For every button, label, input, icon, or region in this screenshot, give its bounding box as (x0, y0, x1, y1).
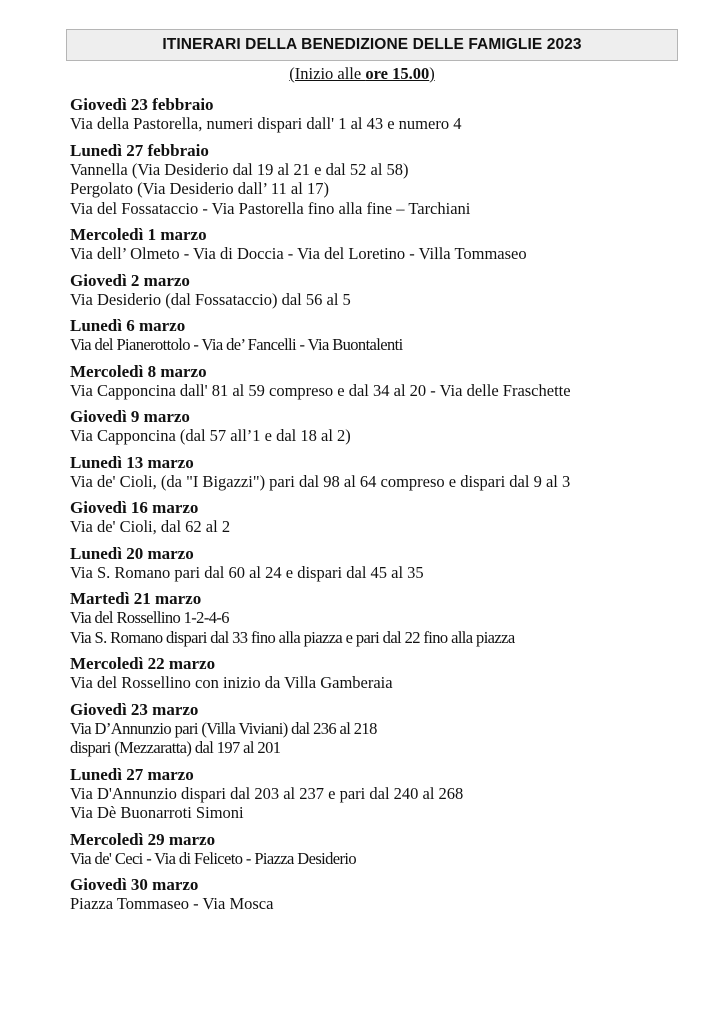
entry-date: Lunedì 20 marzo (70, 543, 194, 563)
start-time-value: ore 15.00 (365, 64, 430, 83)
entry-route: Via della Pastorella, numeri dispari dall' 1 al 43 e numero 4 (70, 114, 462, 133)
entry-date: Giovedì 16 marzo (70, 498, 199, 517)
itinerary-entry (70, 271, 710, 310)
entry-date: Giovedì 2 marzo (70, 270, 190, 290)
entry-route: Via de' Ceci - Via di Feliceto - Piazza Desiderio (70, 848, 357, 868)
itinerary-entry (70, 316, 710, 355)
entry-date: Mercoledì 29 marzo (70, 829, 216, 849)
entry-route: Via del Rossellino 1-2-4-6 (70, 608, 229, 627)
entry-route: Via del Rossellino con inizio da Villa Gamberaia (70, 673, 393, 692)
start-time-note (0, 64, 724, 84)
entry-date: Lunedì 13 marzo (70, 452, 194, 472)
itinerary-entry (70, 700, 710, 758)
entry-date: Martedì 21 marzo (70, 589, 202, 608)
entry-route: Via S. Romano dispari dal 33 fino alla piazza e pari dal 22 fino alla piazza (70, 627, 515, 647)
entry-route: Via S. Romano pari dal 60 al 24 e dispari dal 45 al 35 (70, 562, 424, 582)
entry-route: Pergolato (Via Desiderio dall’ 11 al 17) (70, 179, 329, 198)
entry-date: Giovedì 23 marzo (70, 699, 199, 719)
document-title-box (66, 29, 678, 61)
start-time-suffix: ) (429, 64, 435, 83)
entry-route: Via Dè Buonarroti Simoni (70, 803, 244, 822)
entry-route: Via del Pianerottolo - Via de’ Fancelli - Via Buontalenti (70, 335, 403, 354)
start-time-prefix: (Inizio alle (289, 64, 366, 83)
entry-route: Vannella (Via Desiderio dal 19 al 21 e dal 52 al 58) (70, 159, 409, 179)
entry-date: Mercoledì 1 marzo (70, 225, 207, 244)
itinerary-entry (70, 141, 710, 219)
entry-date: Mercoledì 8 marzo (70, 361, 207, 381)
entry-date: Giovedì 23 febbraio (70, 95, 214, 114)
entry-date: Lunedì 27 marzo (70, 764, 194, 784)
entry-route: Piazza Tommaseo - Via Mosca (70, 894, 274, 913)
itinerary-entry (70, 225, 710, 264)
entry-route: Via D’Annunzio pari (Villa Viviani) dal 236 al 218 (70, 718, 377, 738)
entry-date: Giovedì 9 marzo (70, 407, 190, 426)
itinerary-entry (70, 875, 710, 914)
entry-date: Lunedì 6 marzo (70, 316, 186, 335)
entry-route: Via Desiderio (dal Fossataccio) dal 56 al 5 (70, 289, 351, 309)
entry-route: Via dell’ Olmeto - Via di Doccia - Via del Loretino - Villa Tommaseo (70, 244, 527, 263)
itinerary-entry (70, 498, 710, 537)
itinerary-entry (70, 765, 710, 823)
itinerary-entry (70, 544, 710, 583)
document-title: ITINERARI DELLA BENEDIZIONE DELLE FAMIGLIE 2023 (162, 36, 582, 53)
itinerary-entry (70, 453, 710, 492)
itinerary-entry (70, 407, 710, 446)
entry-route: Via Capponcina dall' 81 al 59 compreso e dal 34 al 20 - Via delle Fraschette (70, 380, 571, 400)
itinerary-entry (70, 830, 710, 869)
entry-route: Via de' Cioli, dal 62 al 2 (70, 517, 231, 536)
entry-route: Via D'Annunzio dispari dal 203 al 237 e pari dal 240 al 268 (70, 783, 464, 803)
itinerary-entry (70, 589, 710, 647)
entry-route: dispari (Mezzaratta) dal 197 al 201 (70, 738, 281, 757)
itinerary-entry (70, 654, 710, 693)
itinerary-entry (70, 95, 710, 134)
entry-date: Giovedì 30 marzo (70, 875, 199, 894)
itinerary-list (70, 95, 710, 921)
entry-route: Via del Fossataccio - Via Pastorella fino alla fine – Tarchiani (70, 198, 471, 218)
entry-route: Via de' Cioli, (da "I Bigazzi") pari dal 98 al 64 compreso e dispari dal 9 al 3 (70, 471, 571, 491)
entry-date: Lunedì 27 febbraio (70, 140, 209, 160)
itinerary-entry (70, 362, 710, 401)
entry-date: Mercoledì 22 marzo (70, 654, 216, 673)
entry-route: Via Capponcina (dal 57 all’1 e dal 18 al 2) (70, 426, 351, 445)
